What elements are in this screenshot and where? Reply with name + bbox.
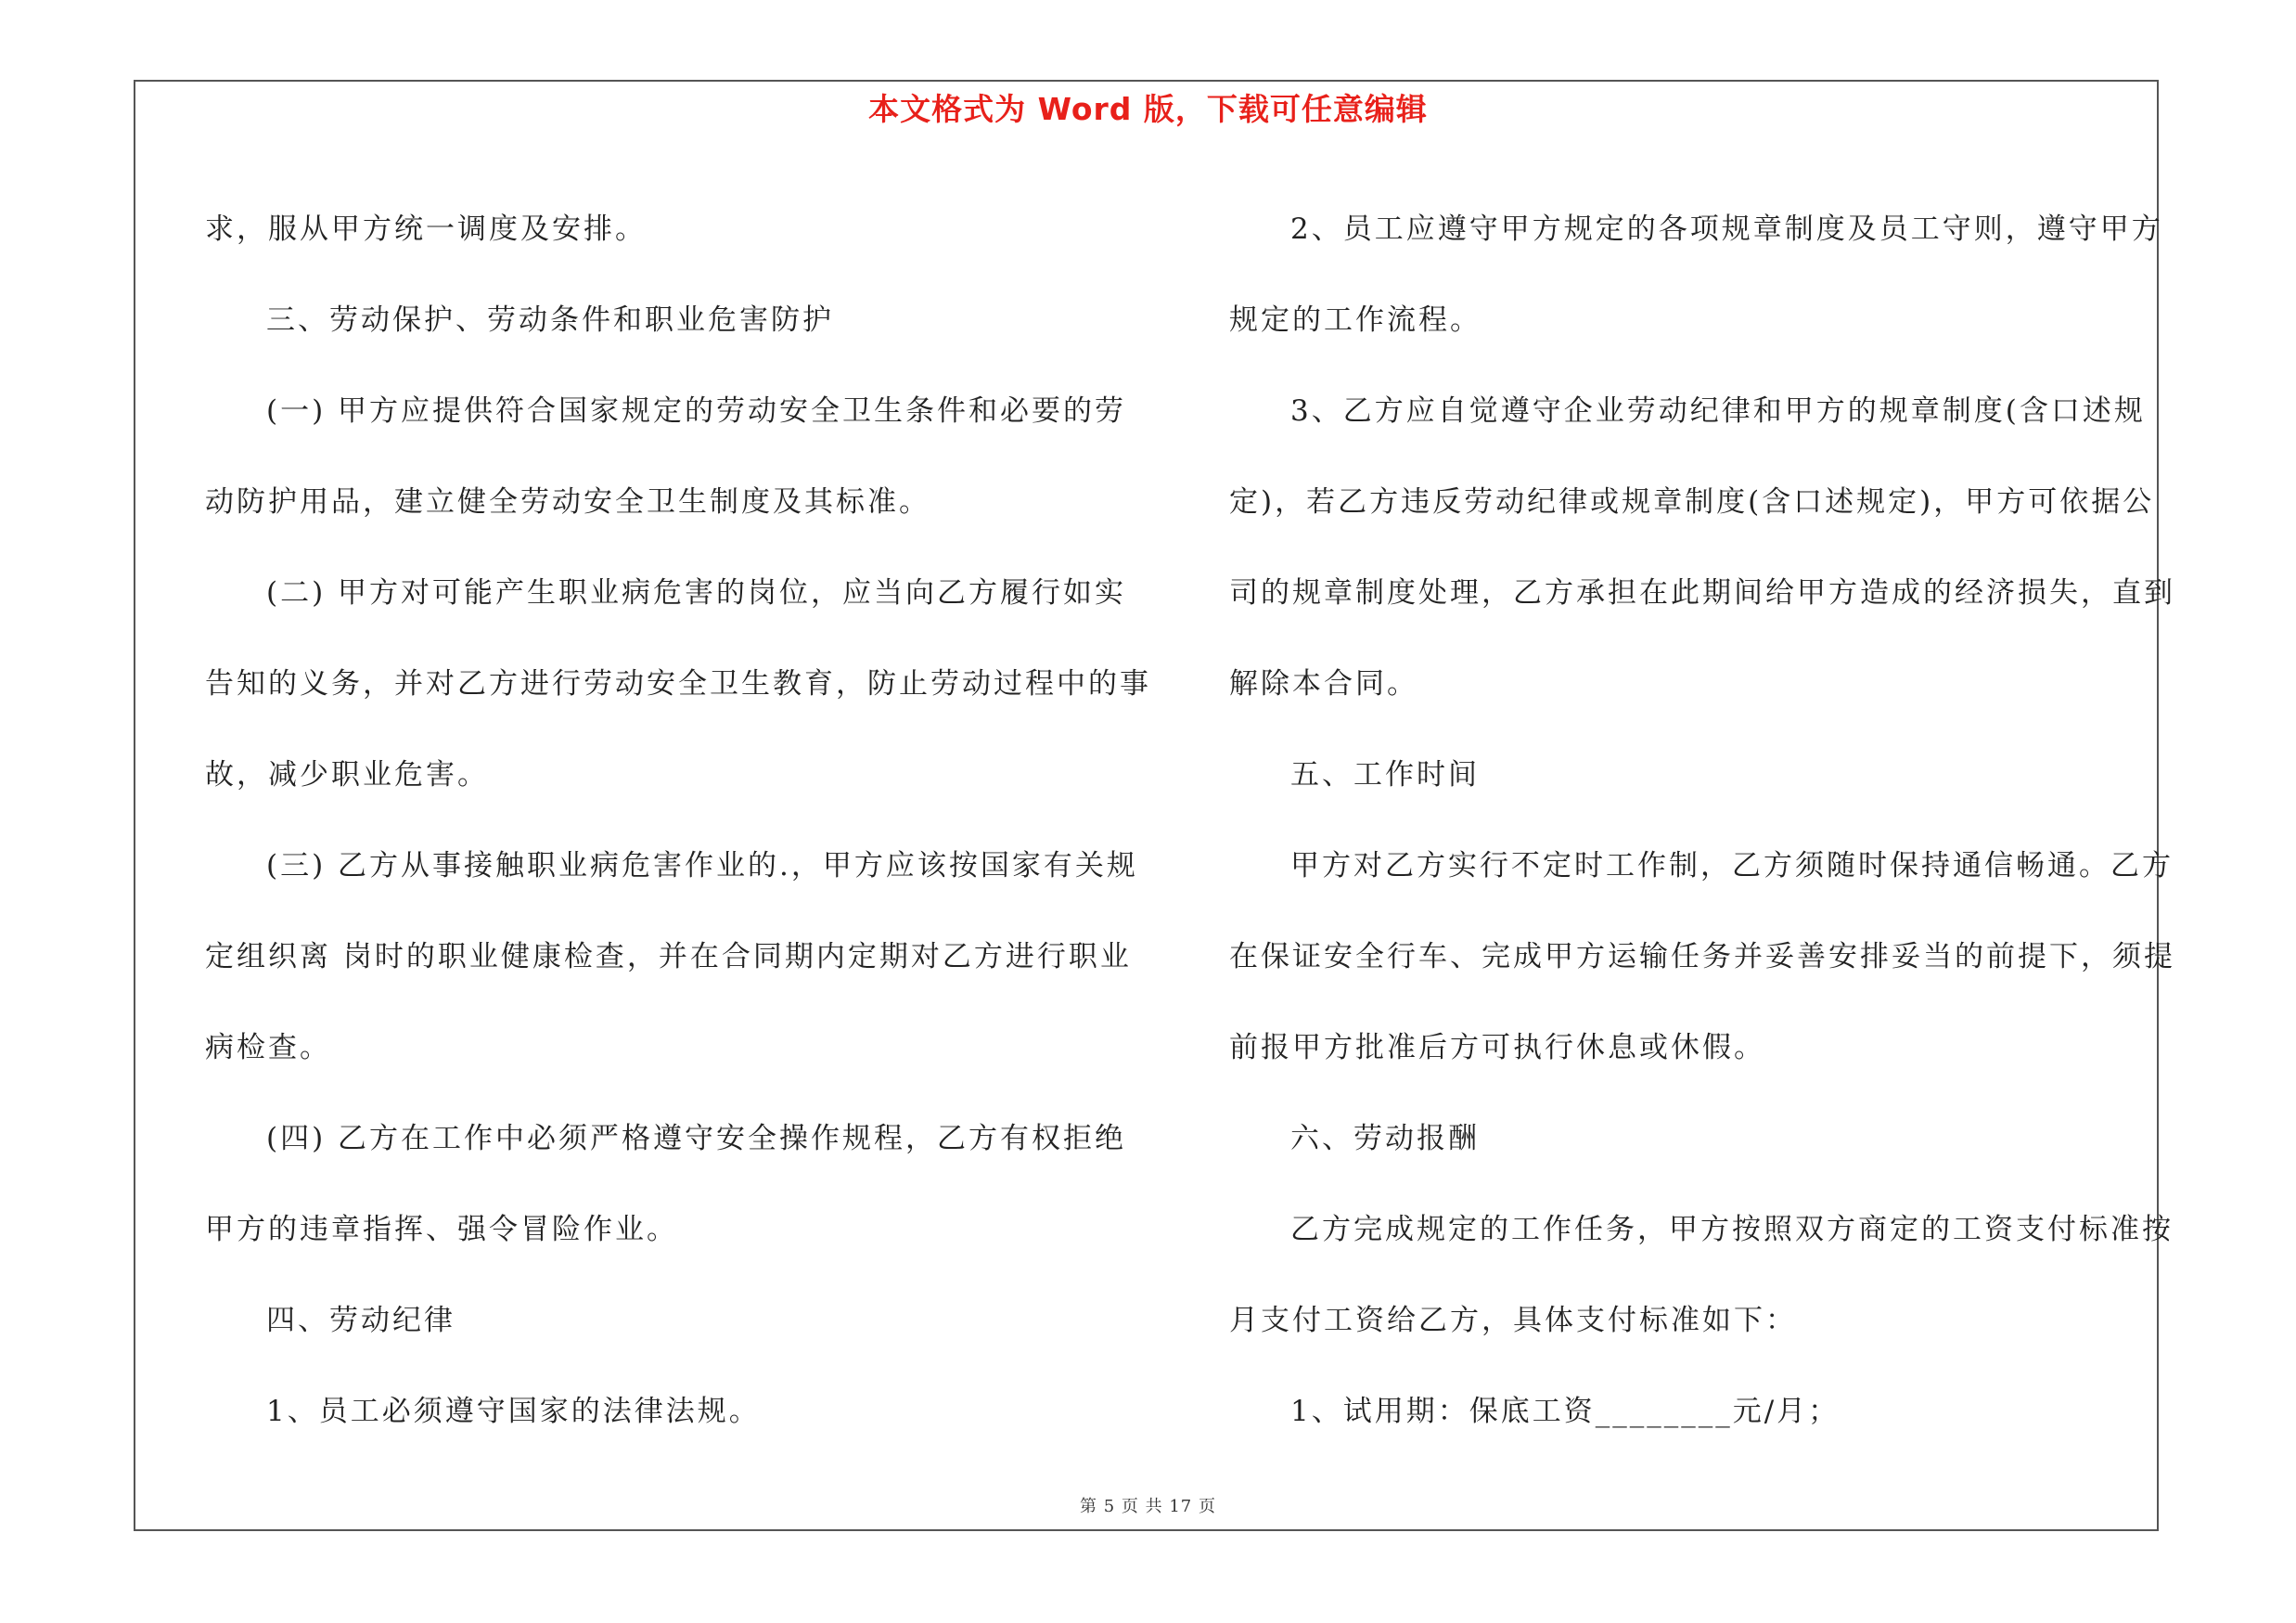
paragraph-line: (二) 甲方对可能产生职业病危害的岗位，应当向乙方履行如实: [266, 576, 1127, 610]
paragraph-line: 告知的义务，并对乙方进行劳动安全卫生教育，防止劳动过程中的事: [205, 667, 1151, 701]
paragraph-line: (三) 乙方从事接触职业病危害作业的.，甲方应该按国家有关规: [266, 849, 1138, 882]
paragraph-line: 动防护用品，建立健全劳动安全卫生制度及其标准。: [205, 485, 930, 519]
paragraph-line: 规定的工作流程。: [1229, 303, 1481, 337]
paragraph-line: 定)，若乙方违反劳动纪律或规章制度(含口述规定)，甲方可依据公: [1229, 485, 2155, 519]
paragraph-line: 六、劳动报酬: [1290, 1122, 1480, 1155]
paragraph-line: 甲方的违章指挥、强令冒险作业。: [205, 1213, 678, 1246]
format-banner: 本文格式为 Word 版，下载可任意编辑: [868, 91, 1428, 127]
paragraph-line: 乙方完成规定的工作任务，甲方按照双方商定的工资支付标准按: [1290, 1213, 2174, 1246]
paragraph-line: 前报甲方批准后方可执行休息或休假。: [1229, 1031, 1765, 1064]
paragraph-line: 三、劳动保护、劳动条件和职业危害防护: [266, 303, 834, 337]
paragraph-line: 3、乙方应自觉遵守企业劳动纪律和甲方的规章制度(含口述规: [1290, 394, 2146, 428]
paragraph-line: 1、试用期：保底工资________元/月；: [1290, 1395, 1841, 1428]
paragraph-line: 定组织离 岗时的职业健康检查，并在合同期内定期对乙方进行职业: [205, 940, 1132, 973]
paragraph-line: (四) 乙方在工作中必须严格遵守安全操作规程，乙方有权拒绝: [266, 1122, 1127, 1155]
left-column: [205, 184, 1151, 1457]
paragraph-line: 在保证安全行车、完成甲方运输任务并妥善安排妥当的前提下，须提: [1229, 940, 2175, 973]
paragraph-line: 司的规章制度处理，乙方承担在此期间给甲方造成的经济损失，直到: [1229, 576, 2175, 610]
paragraph-line: 解除本合同。: [1229, 667, 1418, 701]
right-column: [1229, 184, 2175, 1457]
paragraph-line: 求，服从甲方统一调度及安排。: [205, 213, 647, 246]
paragraph-line: 月支付工资给乙方，具体支付标准如下：: [1229, 1304, 1797, 1337]
paragraph-line: 四、劳动纪律: [266, 1304, 455, 1337]
paragraph-line: 五、工作时间: [1290, 758, 1480, 792]
page-number-footer: 第 5 页 共 17 页: [1080, 1497, 1216, 1516]
paragraph-line: 2、员工应遵守甲方规定的各项规章制度及员工守则，遵守甲方: [1290, 213, 2163, 246]
paragraph-line: 故，减少职业危害。: [205, 758, 489, 792]
paragraph-line: 1、员工必须遵守国家的法律法规。: [266, 1395, 761, 1428]
paragraph-line: (一) 甲方应提供符合国家规定的劳动安全卫生条件和必要的劳: [266, 394, 1127, 428]
paragraph-line: 甲方对乙方实行不定时工作制，乙方须随时保持通信畅通。乙方: [1290, 849, 2174, 882]
paragraph-line: 病检查。: [205, 1031, 331, 1064]
